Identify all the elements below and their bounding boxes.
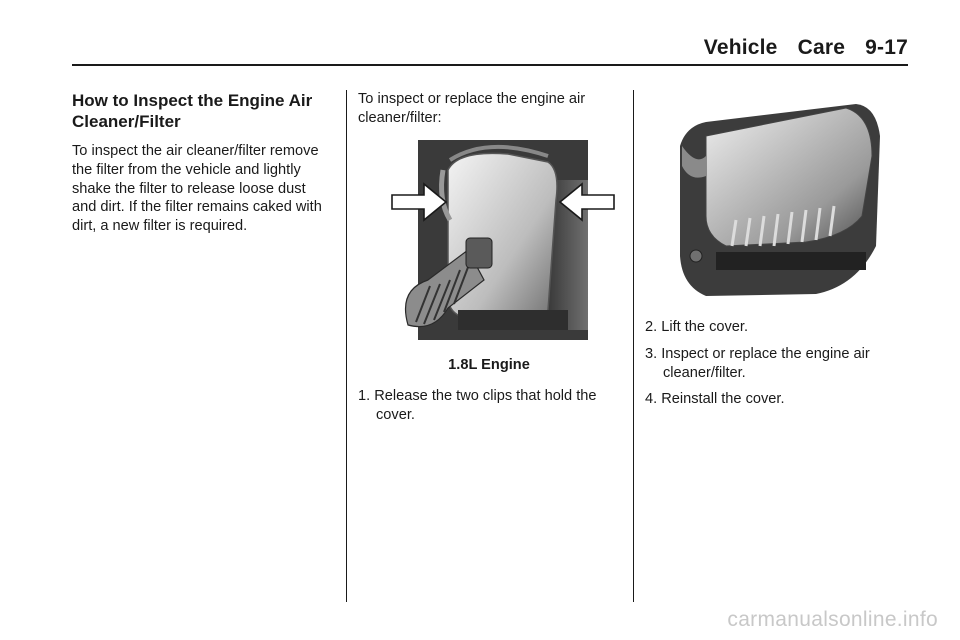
air-cleaner-cover-illustration xyxy=(676,96,890,304)
step-2: 2. Lift the cover. xyxy=(645,319,749,335)
column-1 xyxy=(72,90,334,236)
page-number: 9-17 xyxy=(865,36,908,59)
section-heading: How to Inspect the Engine Air Cleaner/Filter xyxy=(72,91,313,131)
column-2 xyxy=(358,90,620,128)
step-3: 3. Inspect or replace the engine air cleaner/filter. xyxy=(645,345,870,381)
steps-list-1 xyxy=(358,387,620,425)
header-rule xyxy=(72,64,908,66)
figure-caption: 1.8L Engine xyxy=(448,357,530,373)
column-divider-2 xyxy=(633,90,634,602)
intro-paragraph: To inspect or replace the engine air cleaner/filter: xyxy=(358,91,586,126)
section-title: Vehicle Care xyxy=(703,36,846,59)
column-2-lower xyxy=(358,356,620,432)
step-4: 4. Reinstall the cover. xyxy=(645,391,785,408)
step-1: 1. Release the two clips that hold the cover. xyxy=(358,387,597,423)
air-cleaner-clips-illustration xyxy=(388,140,618,345)
watermark-text: carmanualsonline.info xyxy=(727,608,938,631)
inspect-paragraph: To inspect the air cleaner/filter remove the filter from the vehicle and lightly shake the filter to release loose dust and dirt. If the filter remains caked with dirt, a new filter is required. xyxy=(72,143,322,235)
steps-list-2 xyxy=(645,318,907,409)
column-3 xyxy=(645,318,907,417)
header-title xyxy=(704,36,908,60)
column-divider-1 xyxy=(346,90,347,602)
